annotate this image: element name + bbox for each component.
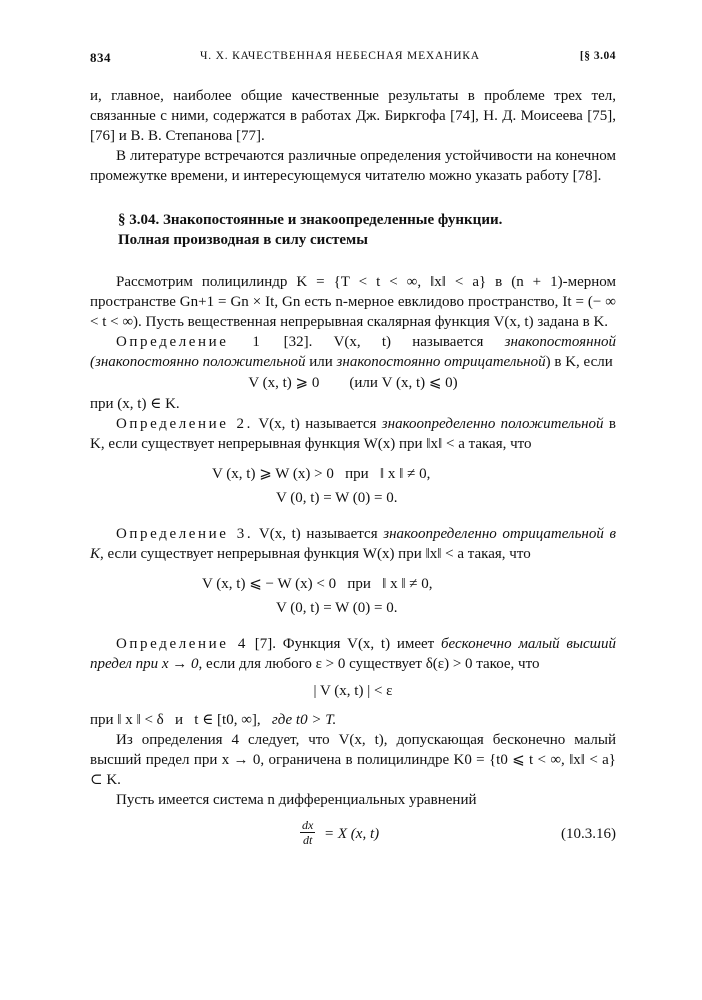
definition-1-formula: V (x, t) ⩾ 0 (или V (x, t) ⩽ 0)	[248, 375, 458, 391]
fraction-numerator: dx	[302, 818, 314, 832]
definition-2	[90, 414, 616, 454]
definition-3-text-a: V(x, t) называется	[253, 526, 384, 542]
equation-rhs: = X (x, t)	[324, 826, 380, 842]
equation-10-3-16	[90, 818, 616, 858]
definition-3-label: Определение 3.	[116, 526, 254, 542]
definition-2-formulas	[90, 462, 616, 510]
running-header	[90, 50, 616, 72]
fraction-denominator: dt	[302, 833, 313, 847]
definition-3-text-b: , если существует непрерывная функция W(x) при ‖x‖ < a такая, что	[100, 546, 531, 562]
definition-4-after	[90, 710, 616, 730]
section-marker: [§ 3.04	[579, 50, 616, 62]
definition-2-formula-1: V (x, t) ⩾ W (x) > 0 при ‖ x ‖ ≠ 0,	[212, 466, 431, 482]
definition-2-formula-2: V (0, t) = W (0) = 0.	[276, 490, 398, 506]
definition-4-after-condition: где t0 > T.	[271, 712, 337, 728]
definition-3-formula-2: V (0, t) = W (0) = 0.	[276, 600, 398, 616]
definition-2-text-a: V(x, t) называется	[252, 416, 382, 432]
section-heading-line2: Полная производная в силу системы	[118, 232, 368, 248]
definition-2-term: знакоопределенно положительной	[381, 416, 604, 432]
definition-4-term: бесконечно малый высший предел при x → 0	[90, 636, 617, 672]
definition-4-after-text: при ‖ x ‖ < δ и t ∈ [t0, ∞],	[90, 712, 272, 728]
definition-1-after: при (x, t) ∈ K.	[90, 396, 180, 412]
definition-4	[90, 634, 616, 674]
definition-3	[90, 524, 616, 564]
definition-3-formulas	[90, 572, 616, 620]
definition-1-term-1: знакопостоянной (знакопостоянно положительной	[90, 334, 617, 370]
running-title: Ч. X. КАЧЕСТВЕННАЯ НЕБЕСНАЯ МЕХАНИКА	[200, 50, 480, 62]
definition-1-text-b: или	[305, 354, 337, 370]
definition-2-label: Определение 2.	[116, 416, 253, 432]
definition-4-formula: | V (x, t) | < ε	[313, 683, 393, 699]
definition-4-text-a: [7]. Функция V(x, t) имеет	[248, 636, 441, 652]
definition-1	[90, 332, 616, 372]
definition-1-term-2: знакопостоянно отрицательной	[336, 354, 546, 370]
paragraph-polycylinder: Рассмотрим полицилиндр K = {T < t < ∞, ‖x‖ < a} в (n + 1)-мерном пространстве Gn+1 = Gn × It, Gn есть n-мерное евклидово пространство, It = (− ∞ < t < ∞). Пусть вещественная непрерывная скалярная функция V(x, t) задана в K.	[90, 274, 616, 330]
paragraph-system: Пусть имеется система n дифференциальных уравнений	[116, 792, 477, 808]
definition-4-label: Определение 4	[116, 636, 249, 652]
section-heading-line1: § 3.04. Знакопостоянные и знакоопределенные функции.	[118, 212, 503, 228]
definition-3-term: знакоопределенно отрицательной в K	[90, 526, 617, 562]
definition-4-text-b: , если для любого ε > 0 существует δ(ε) > 0 такое, что	[198, 656, 540, 672]
definition-1-text-c: ) в K, если	[545, 354, 613, 370]
paragraph-references: и, главное, наиболее общие качественные результаты в проблеме трех тел, связанные с ними, содержатся в работах Дж. Биркгофа [74], Н. Д. Моисеева [75], [76] и В. В. Степанова [77].	[90, 88, 616, 144]
page	[90, 50, 616, 858]
section-heading	[118, 210, 616, 250]
definition-2-text-b: в K, если существует непрерывная функция W(x) при ‖x‖ < a такая, что	[90, 416, 616, 452]
derivative-fraction	[300, 818, 315, 847]
paragraph-consequence: Из определения 4 следует, что V(x, t), допускающая бесконечно малый высший предел при x → 0, ограничена в полицилиндре K0 = {t0 ⩽ t < ∞, ‖x‖ < a} ⊂ K.	[90, 732, 616, 788]
definition-3-formula-1: V (x, t) ⩽ − W (x) < 0 при ‖ x ‖ ≠ 0,	[202, 576, 433, 592]
page-number: 834	[90, 50, 111, 65]
equation-number: (10.3.16)	[561, 826, 616, 842]
definition-1-text-a: [32]. V(x, t) называется	[262, 334, 505, 350]
paragraph-literature: В литературе встречаются различные определения устойчивости на конечном промежутке времени, и интересующемуся читателю можно указать работу [78].	[90, 148, 616, 184]
definition-1-label: Определение 1	[116, 334, 263, 350]
